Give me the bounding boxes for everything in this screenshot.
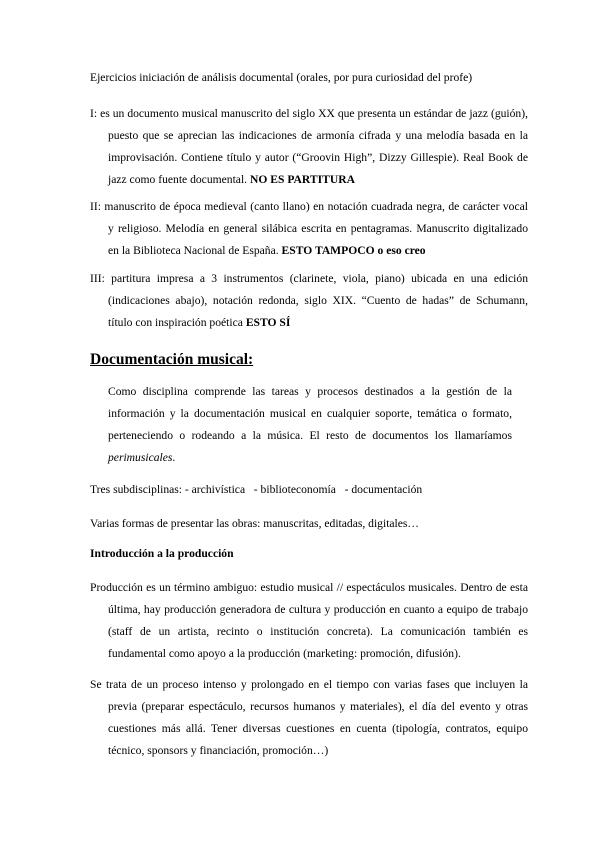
definition-end: . [172, 451, 176, 464]
subsection-title: Introducción a la producción [90, 547, 234, 560]
exercise-3 [90, 268, 528, 334]
exercise-2-text: II: manuscrito de época medieval (canto llano) en notación cuadrada negra, de carácter vocal y religioso. Melodía en general silábica escrita en pentagramas. Manuscrito digitalizado en la Biblioteca Nacional de España. [90, 200, 528, 257]
definition-text: Como disciplina comprende las tareas y procesos destinados a la gestión de la información y la documentación musical en cualquier soporte, temática o formato, perteneciendo o rodeando a la música. El resto de documentos los llamaríamos [108, 385, 512, 442]
exercise-3-verdict: ESTO SÍ [245, 316, 291, 329]
section-title: Documentación musical: [90, 351, 254, 368]
exercise-1-text: I: es un documento musical manuscrito del siglo XX que presenta un estándar de jazz (guión), puesto que se aprecian las indicaciones de armonía cifrada y una melodía basada en la improvisación. Contiene título y autor (“Groovin High”, Dizzy Gillespie). Real Book de jazz como fuente documental. [90, 107, 528, 186]
intro-line: Ejercicios iniciación de análisis documental (orales, por pura curiosidad del profe) [90, 71, 473, 84]
forms-line: Varias formas de presentar las obras: manuscritas, editadas, digitales… [90, 517, 420, 530]
subdisciplines-line: Tres subdisciplinas: - archivística - biblioteconomía - documentación [90, 483, 423, 496]
definition-italic-term: perimusicales [108, 451, 173, 464]
exercise-3-text: III: partitura impresa a 3 instrumentos (clarinete, viola, piano) ubicada en una edición (indicaciones abajo), notación redonda, siglo XIX. “Cuento de hadas” de Schumann, título con inspiración poética [90, 272, 528, 329]
exercise-2 [90, 196, 528, 262]
production-paragraph-1: Producción es un término ambiguo: estudio musical // espectáculos musicales. Dentro de esta última, hay producción generadora de cultura y producción en cuanto a equipo de trabajo (staff de un artista, recinto o institución concreta). La comunicación también es fundamental como apoyo a la producción (marketing: promoción, difusión). [90, 581, 528, 660]
exercise-1-verdict: NO ES PARTITURA [249, 173, 355, 186]
exercise-1 [90, 103, 528, 191]
exercise-2-verdict: ESTO TAMPOCO o eso creo [281, 244, 426, 257]
production-paragraph-2: Se trata de un proceso intenso y prolongado en el tiempo con varias fases que incluyen la previa (preparar espectáculo, recursos humanos y materiales), el día del evento y otras cuestiones más allá. Tener diversas cuestiones en cuenta (tipología, contratos, equipo técnico, sponsors y financiación, promoción…) [90, 678, 528, 757]
definition-paragraph [108, 381, 512, 469]
